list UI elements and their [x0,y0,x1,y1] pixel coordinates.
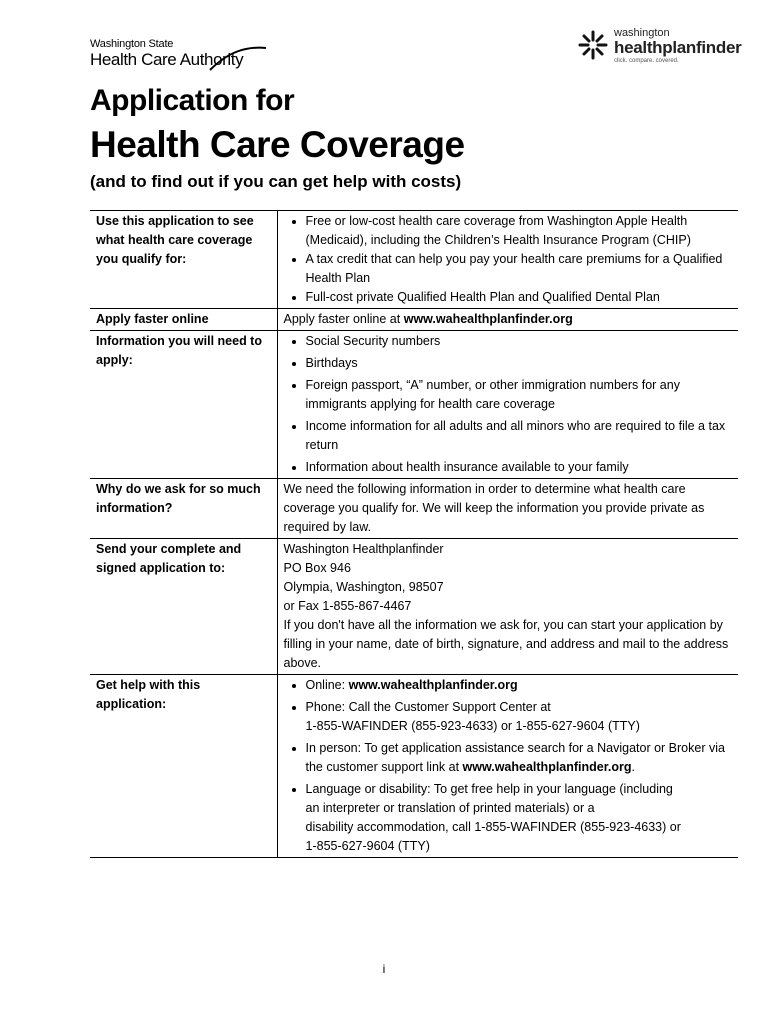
hca-swoosh-icon [208,42,268,74]
hca-logo [90,38,270,74]
fax-line: or Fax 1-855-867-4467 [283,599,412,613]
healthplanfinder-logo [578,27,742,72]
title-block [90,82,738,194]
row-label: Get help with this application: [90,675,277,858]
language-line: an interpreter or translation of printed materials) or a [305,801,595,815]
list-item: • Free or low-cost health care coverage from Washington Apple Health (Medicaid), including the Children’s Health Insurance Program (CHIP) [306,212,735,250]
list-item-in-person [306,739,735,777]
healthplanfinder-star-icon [578,30,608,60]
hpf-logo-line1: washington [614,27,670,39]
info-table [90,210,738,858]
address-line: PO Box 946 [283,561,351,575]
list-item-language [306,780,735,856]
help-list [284,676,735,856]
table-row-why-ask [90,479,738,539]
row-content [277,331,738,479]
apply-online-text: Apply faster online at [283,312,404,326]
hca-logo-line2: Health Care Authority [90,50,244,69]
row-content [277,539,738,675]
list-item: • Birthdays [306,354,735,373]
row-content [277,211,738,309]
list-item: • Income information for all adults and all minors who are required to file a tax return [306,417,735,455]
language-line: • Language or disability: To get free help in your language (including [305,782,673,796]
list-item: • Foreign passport, “A” number, or other immigration numbers for any immigrants applying for health care coverage [306,376,735,414]
online-label: Online: [305,678,349,692]
phone-numbers: 1-855-WAFINDER (855-923-4633) or 1-855-627-9604 (TTY) [305,719,640,733]
list-item-online [306,676,735,695]
row-label: Apply faster online [90,309,277,331]
language-line: 1-855-627-9604 (TTY) [305,839,430,853]
online-link[interactable]: www.wahealthplanfinder.org [348,678,518,692]
hca-logo-line1: Washington State [90,38,174,50]
apply-online-link[interactable]: www.wahealthplanfinder.org [403,312,573,326]
coverage-list [284,212,735,307]
list-item: • A tax credit that can help you pay your health care premiums for a Qualified Health Plan [306,250,735,288]
send-note: If you don't have all the information we ask for, you can start your application by filling in your name, date of birth, signature, and address and mail to the address above. [283,618,729,670]
list-item-phone [306,698,735,736]
title-line1: Application for [90,84,295,117]
row-content [277,675,738,858]
address-line: Olympia, Washington, 98507 [283,580,444,594]
title-subtitle: (and to find out if you can get help with costs) [90,172,462,191]
hpf-logo-line2: healthplanfinder [614,38,742,57]
in-person-end: . [631,760,636,774]
list-item: • Social Security numbers [306,332,735,351]
language-line: disability accommodation, call 1-855-WAFINDER (855-923-4633) or [305,820,681,834]
in-person-link[interactable]: www.wahealthplanfinder.org [462,760,632,774]
page-header [90,27,742,76]
hpf-logo-tagline: click. compare. covered. [614,58,679,64]
row-label: Send your complete and signed application to: [90,539,277,675]
title-line2: Health Care Coverage [90,124,465,165]
row-content [277,309,738,331]
table-row-send-to [90,539,738,675]
list-item: • Information about health insurance available to your family [306,458,735,477]
row-label: Information you will need to apply: [90,331,277,479]
row-label: Use this application to see what health care coverage you qualify for: [90,211,277,309]
in-person-text: In person: To get application assistance search for a Navigator or Broker via the customer support link at [305,741,725,774]
phone-text: • Phone: Call the Customer Support Center at [305,700,551,714]
page-number: i [382,962,386,976]
info-needed-list [284,332,735,477]
table-row-info-needed [90,331,738,479]
address-line: Washington Healthplanfinder [283,542,444,556]
row-content: We need the following information in order to determine what health care coverage you qualify for. We will keep the information you provide private as required by law. [277,479,738,539]
list-item: • Full-cost private Qualified Health Plan and Qualified Dental Plan [306,288,735,307]
table-row-use-application [90,211,738,309]
row-label: Why do we ask for so much information? [90,479,277,539]
table-row-apply-online [90,309,738,331]
table-row-get-help [90,675,738,858]
